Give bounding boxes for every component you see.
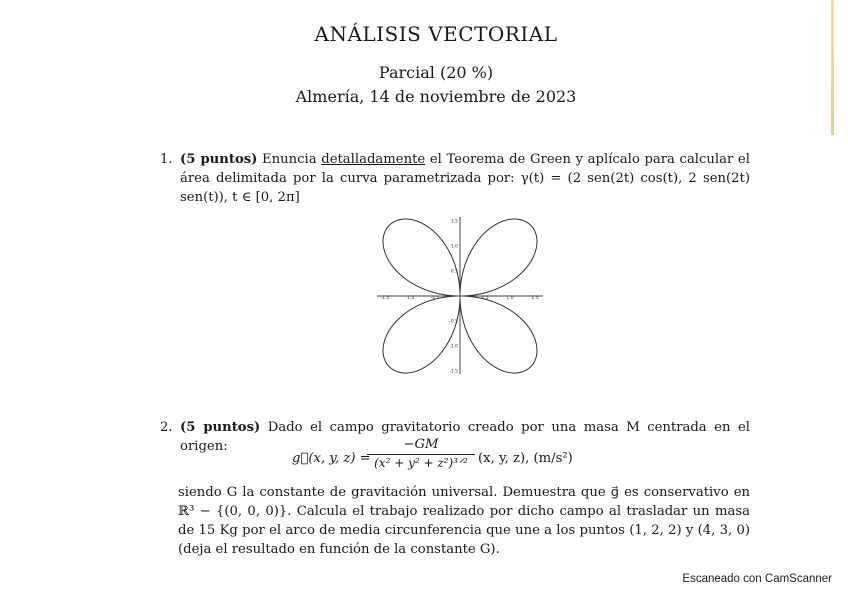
problem-1-word: Enuncia xyxy=(262,152,317,167)
problem-1-statement: el Teorema de Green y aplícalo para calcular el área delimitada por la curva parametrizada por: γ(t) = (2 sen(2t) cos(t), 2 sen(2t) sen(t)), t ∈ [0, 2π] xyxy=(180,152,750,205)
y-tick-label: 1.5 xyxy=(450,219,458,225)
problem-2-rest: siendo G la constante de gravitación universal. Demuestra que g⃗ es conservativo en ℝ³ − {(0, 0, 0)}. Calcula el trabajo realizado por dicho campo al trasladar un masa de 15 Kg por el arco de media circunferencia que une a los puntos (1, 2, 2) y (4, 3, 0) (deja el resultado en función de la constante G). xyxy=(178,485,750,557)
problem-2-number: 2. xyxy=(160,420,173,435)
x-tick-label: -1.5 xyxy=(380,296,390,301)
problem-1 xyxy=(160,150,750,207)
problem-1-underlined: detalladamente xyxy=(321,152,426,167)
formula-lhs: g⃗(x, y, z) = xyxy=(292,451,371,466)
x-tick-label: -0.5 xyxy=(430,296,440,301)
formula-fraction xyxy=(367,437,475,470)
problem-1-points: (5 puntos) xyxy=(180,152,258,167)
x-tick-label: 1.0 xyxy=(506,296,514,301)
formula-rhs: (x, y, z), (m/s²) xyxy=(478,451,573,466)
formula-denominator: (x² + y² + z²)³ᐟ² xyxy=(374,456,468,470)
x-tick-label: -1.0 xyxy=(405,296,415,301)
x-tick-label: 0.5 xyxy=(481,296,489,301)
problem-1-text xyxy=(180,150,750,207)
page-title: ANÁLISIS VECTORIAL xyxy=(314,22,558,46)
place-date: Almería, 14 de noviembre de 2023 xyxy=(295,87,577,106)
gravity-field-formula xyxy=(292,437,612,481)
rose-curve-plot xyxy=(372,214,548,374)
y-tick-label: -1.5 xyxy=(449,369,458,374)
exam-subtitle: Parcial (20 %) xyxy=(378,63,494,82)
problem-2-points: (5 puntos) xyxy=(180,420,261,435)
camscanner-watermark: Escaneado con CamScanner xyxy=(682,573,832,585)
formula-numerator: −GM xyxy=(403,437,439,452)
problem-1-number: 1. xyxy=(160,152,173,167)
y-tick-label: -1.0 xyxy=(449,344,458,350)
problem-2-intro-text: Dado el campo gravitatorio creado por una masa M centrada en el origen: xyxy=(180,420,750,454)
y-tick-label: 1.0 xyxy=(450,244,458,250)
x-tick-label: 1.5 xyxy=(531,296,539,301)
y-tick-label: 0.5 xyxy=(450,269,458,275)
y-tick-label: -0.5 xyxy=(449,319,458,325)
